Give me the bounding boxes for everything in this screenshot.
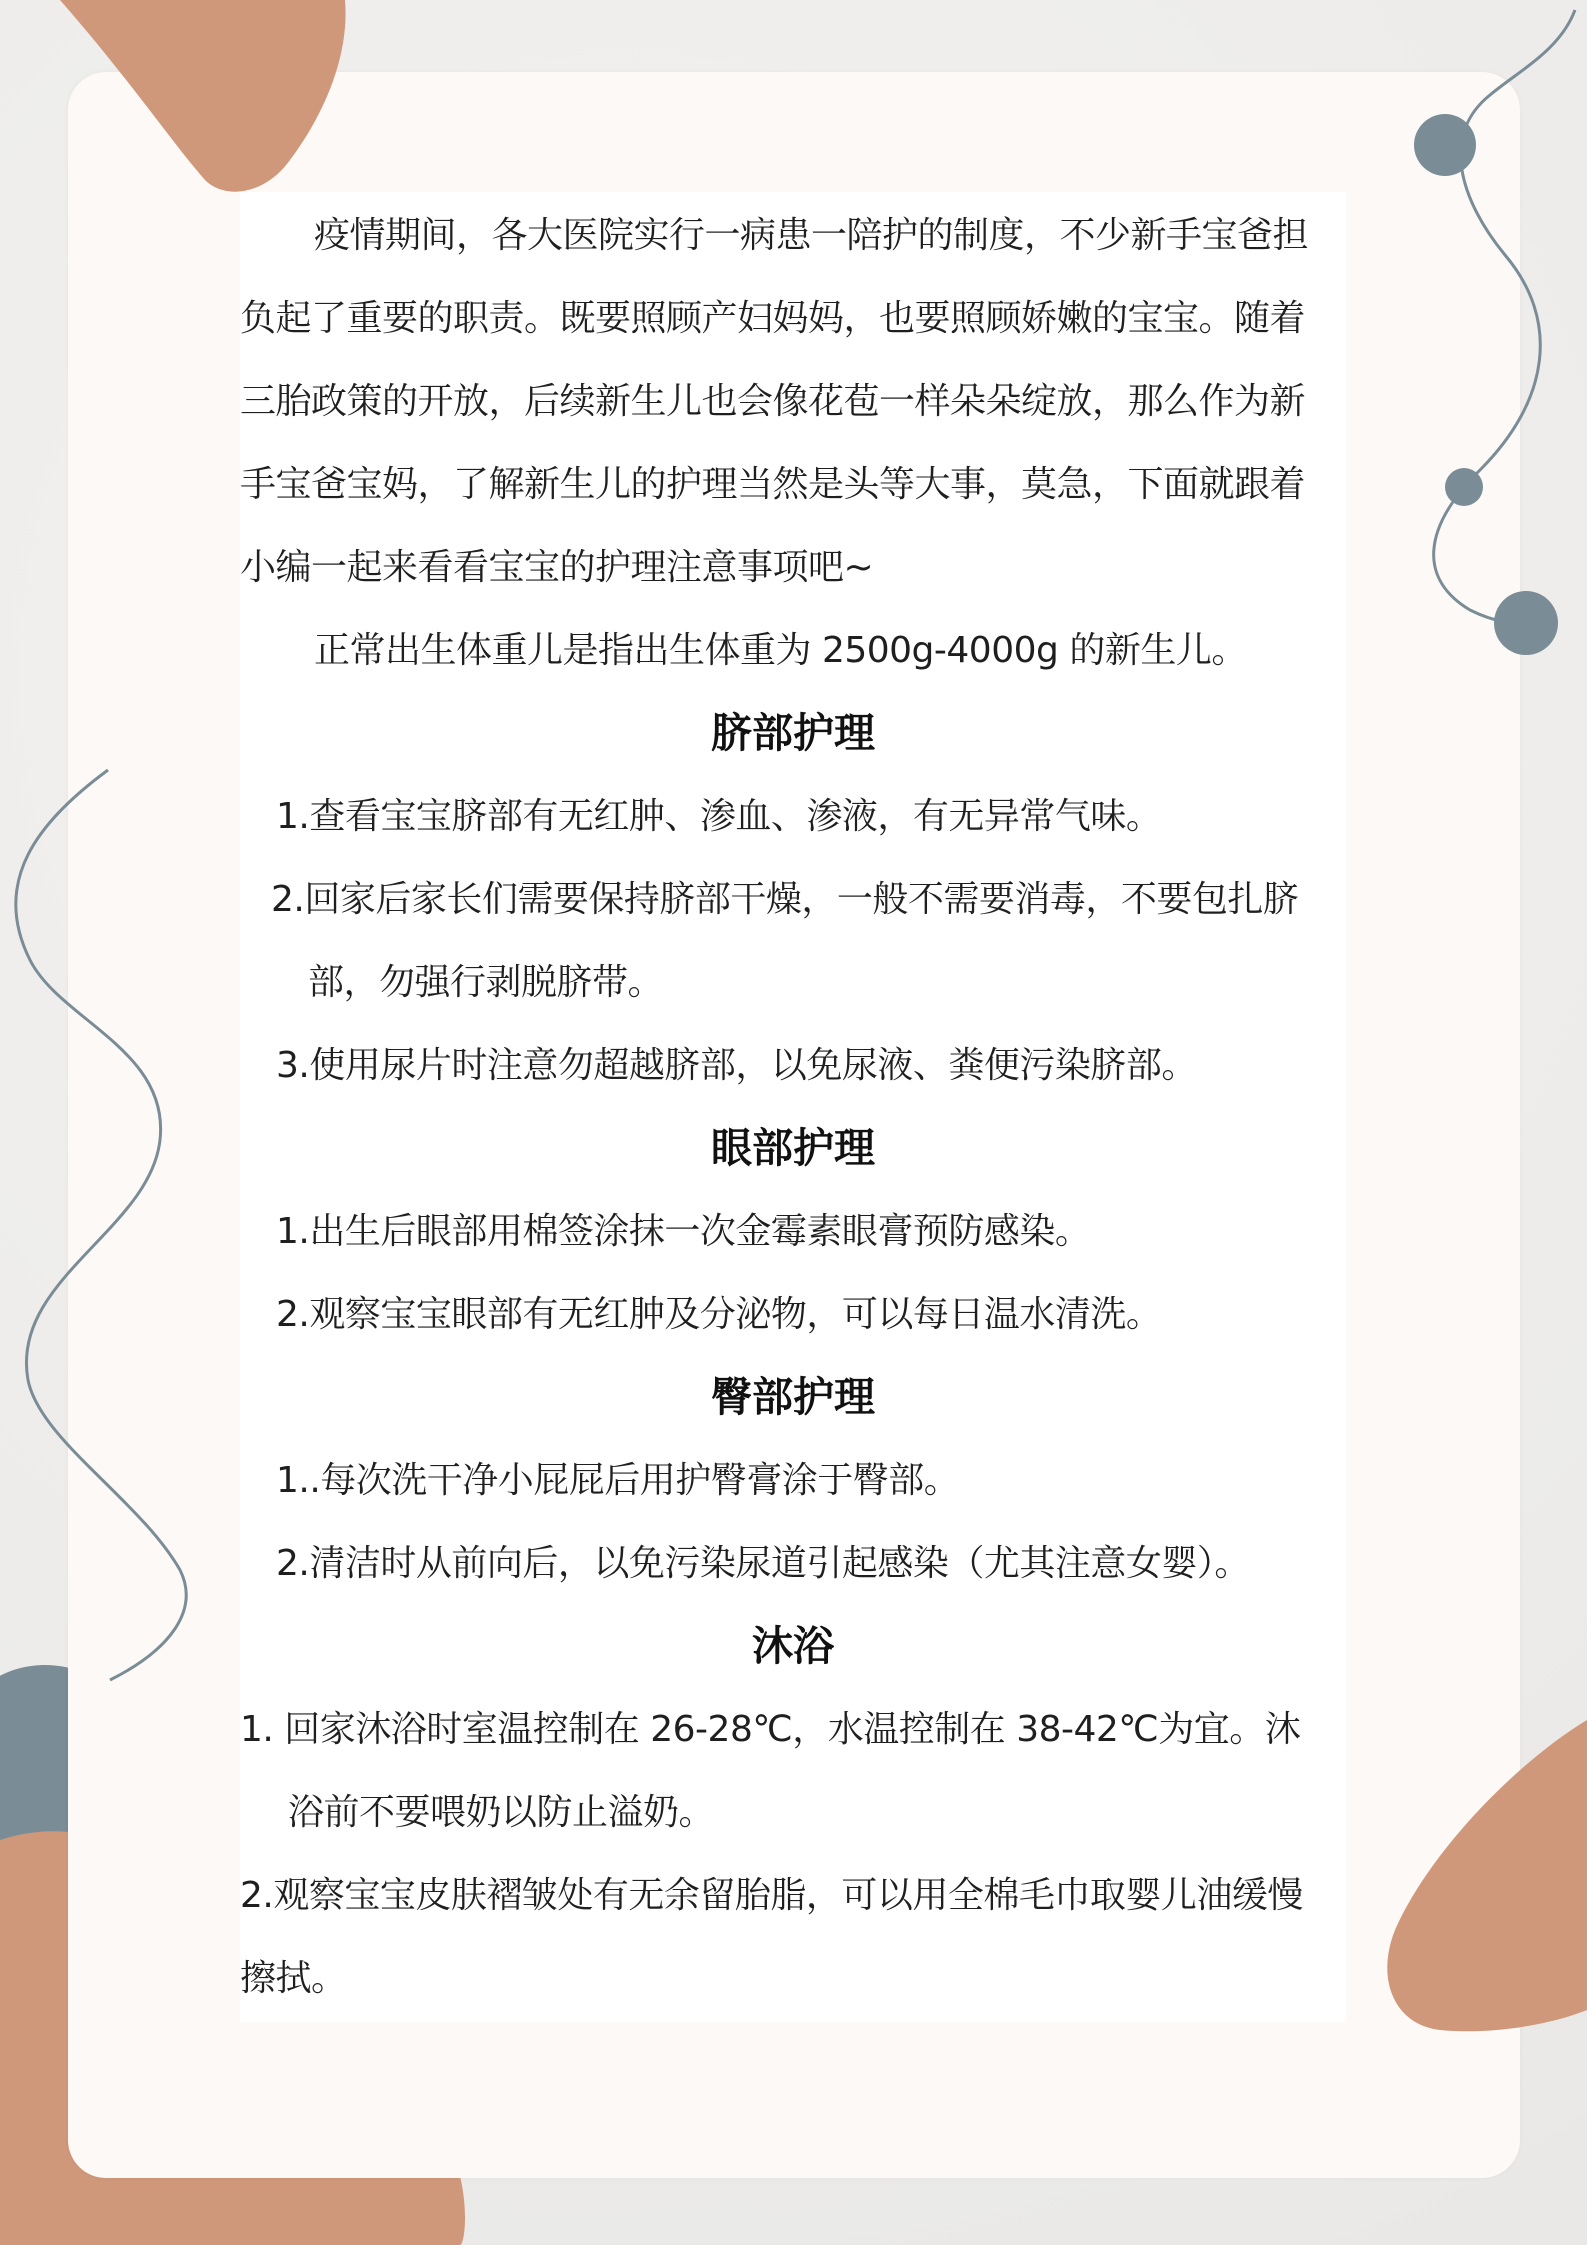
section-title-eye: 眼部护理 — [711, 1124, 875, 1172]
section-title-umbilical: 脐部护理 — [711, 709, 875, 757]
definition-line: 正常出生体重儿是指出生体重为 2500g-4000g 的新生儿。 — [314, 630, 1247, 671]
intro-line-1: 疫情期间，各大医院实行一病患一陪护的制度，不少新手宝爸担 — [314, 215, 1309, 256]
bath-item-2-line-2: 擦拭。 — [240, 1958, 347, 1999]
section-title-bath: 沐浴 — [752, 1622, 834, 1670]
buttocks-item-1: 1..每次洗干净小屁屁后用护臀膏涂于臀部。 — [276, 1460, 960, 1501]
intro-line-2: 负起了重要的职责。既要照顾产妇妈妈，也要照顾娇嫩的宝宝。随着 — [240, 298, 1306, 339]
buttocks-item-2: 2.清洁时从前向后，以免污染尿道引起感染（尤其注意女婴）。 — [276, 1543, 1250, 1584]
umbilical-item-1: 1.查看宝宝脐部有无红肿、渗血、渗液，有无异常气味。 — [276, 796, 1162, 837]
intro-line-5: 小编一起来看看宝宝的护理注意事项吧~ — [240, 547, 874, 588]
umbilical-item-2-line-2: 部，勿强行剥脱脐带。 — [308, 962, 664, 1003]
bath-item-1-line-1: 1. 回家沐浴时室温控制在 26-28℃，水温控制在 38-42℃为宜。沐 — [240, 1709, 1301, 1750]
eye-item-2: 2.观察宝宝眼部有无红肿及分泌物，可以每日温水清洗。 — [276, 1294, 1162, 1335]
umbilical-item-2-line-1: 2.回家后家长们需要保持脐部干燥，一般不需要消毒，不要包扎脐 — [271, 879, 1299, 920]
bath-item-2-line-1: 2.观察宝宝皮肤褶皱处有无余留胎脂，可以用全棉毛巾取婴儿油缓慢 — [240, 1875, 1303, 1916]
eye-item-1: 1.出生后眼部用棉签涂抹一次金霉素眼膏预防感染。 — [276, 1211, 1091, 1252]
bath-item-1-line-2: 浴前不要喂奶以防止溢奶。 — [288, 1792, 715, 1833]
intro-line-3: 三胎政策的开放，后续新生儿也会像花苞一样朵朵绽放，那么作为新 — [240, 381, 1306, 422]
section-title-buttocks: 臀部护理 — [711, 1373, 875, 1421]
intro-line-4: 手宝爸宝妈，了解新生儿的护理当然是头等大事，莫急，下面就跟着 — [240, 464, 1306, 505]
umbilical-item-3: 3.使用尿片时注意勿超越脐部，以免尿液、粪便污染脐部。 — [276, 1045, 1197, 1086]
